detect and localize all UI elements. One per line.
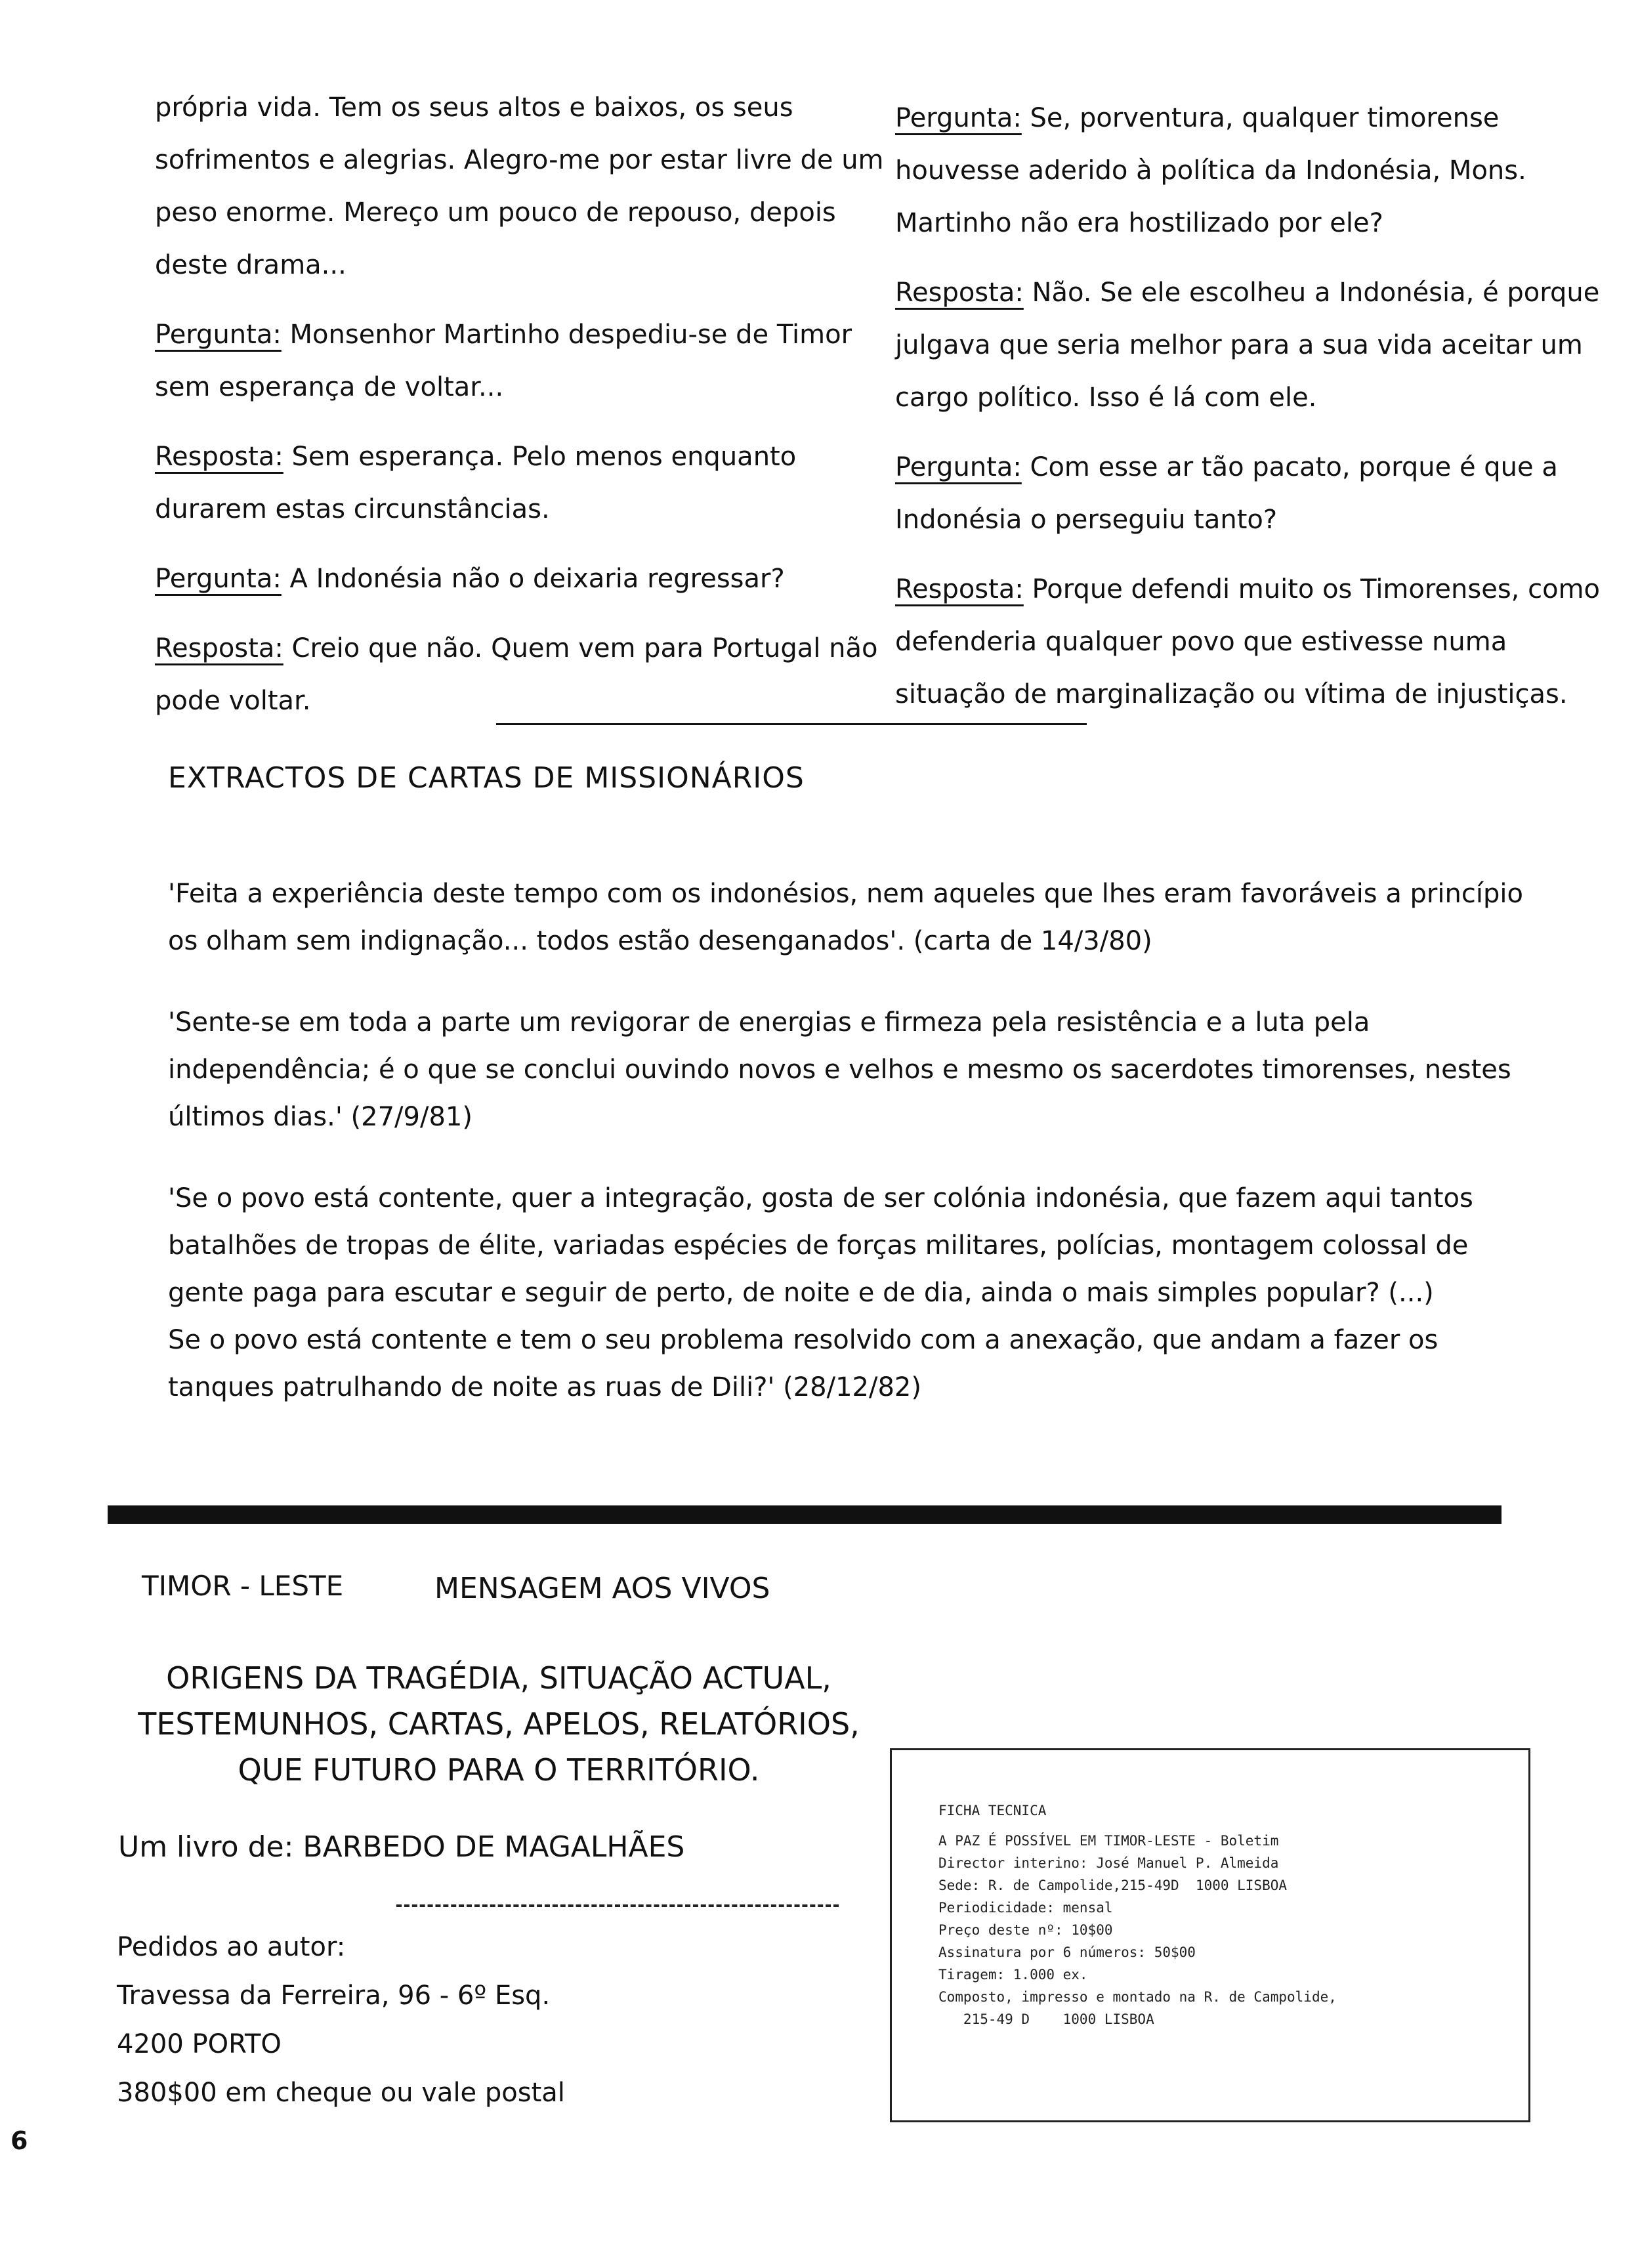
quote-paragraph: 'Feita a experiência deste tempo com os indonésios, nem aqueles que lhes eram favoráveis a princípio os olham sem indignação... todos estão desenganados'. (carta de 14/3/80): [168, 879, 1523, 956]
book-title-left: TIMOR - LESTE: [142, 1570, 344, 1602]
book-title-right: MENSAGEM AOS VIVOS: [434, 1572, 770, 1605]
orders-label: Pedidos ao autor:: [117, 1932, 346, 1962]
interview-label: Resposta:: [895, 278, 1024, 308]
interview-paragraph: [895, 266, 1610, 424]
ficha-title: FICHA TECNICA: [938, 1803, 1047, 1818]
ficha-line: Assinatura por 6 números: 50$00: [938, 1944, 1196, 1960]
interview-text: Creio que não. Quem vem para Portugal não pode voltar.: [155, 633, 878, 716]
interview-paragraph: [895, 92, 1610, 249]
interview-text: Não. Se ele escolheu a Indonésia, é porque julgava que seria melhor para a sua vida aceitar um cargo político. Isso é lá com ele.: [895, 278, 1600, 413]
interview-paragraph: [895, 441, 1610, 546]
orders-address-city: 4200 PORTO: [117, 2029, 282, 2059]
interview-paragraph: [895, 563, 1610, 721]
ficha-line: Preço deste nº: 10$00: [938, 1922, 1113, 1938]
author-prefix: Um livro de:: [118, 1830, 294, 1864]
interview-text: Monsenhor Martinho despediu-se de Timor sem esperança de voltar...: [155, 320, 852, 402]
interview-text: Se, porventura, qualquer timorense houvesse aderido à política da Indonésia, Mons. Martinho não era hostilizado por ele?: [895, 103, 1526, 238]
dashed-divider: [396, 1904, 839, 1907]
ficha-line: Sede: R. de Campolide,215-49D 1000 LISBOA: [938, 1878, 1288, 1893]
extracts-heading: EXTRACTOS DE CARTAS DE MISSIONÁRIOS: [168, 761, 805, 795]
ficha-line: A PAZ É POSSÍVEL EM TIMOR-LESTE - Boletim: [938, 1833, 1279, 1849]
interview-paragraph: [155, 430, 903, 536]
interview-text: A Indonésia não o deixaria regressar?: [281, 564, 785, 594]
interview-label: Pergunta:: [155, 320, 282, 350]
interview-label: Resposta:: [895, 574, 1024, 604]
interview-label: Pergunta:: [155, 564, 282, 594]
ficha-tecnica-text: [938, 1799, 1337, 2030]
book-subtitle-line: TESTEMUNHOS, CARTAS, APELOS, RELATÓRIOS,: [138, 1706, 860, 1742]
book-subtitle-line: ORIGENS DA TRAGÉDIA, SITUAÇÃO ACTUAL,: [166, 1660, 831, 1696]
orders-price: 380$00 em cheque ou vale postal: [117, 2078, 565, 2108]
page-number: 6: [10, 2126, 28, 2155]
interview-text: própria vida. Tem os seus altos e baixos, os seus sofrimentos e alegrias. Alegro-me por estar livre de um peso enorme. Mereço um pouco de repouso, depois deste drama...: [155, 93, 884, 280]
orders-address-street: Travessa da Ferreira, 96 - 6º Esq.: [117, 1981, 551, 2011]
ficha-line: Director interino: José Manuel P. Almeida: [938, 1855, 1279, 1871]
book-subtitle-line: QUE FUTURO PARA O TERRITÓRIO.: [238, 1752, 760, 1788]
ficha-line: Tiragem: 1.000 ex.: [938, 1967, 1088, 1983]
interview-paragraph: [155, 81, 903, 291]
ficha-line: Periodicidade: mensal: [938, 1900, 1113, 1916]
interview-paragraph: [155, 308, 903, 413]
book-author-line: [118, 1824, 684, 1870]
author-name: BARBEDO DE MAGALHÃES: [303, 1830, 685, 1864]
interview-right-column: [895, 92, 1610, 738]
interview-paragraph: [155, 622, 903, 727]
interview-paragraph: [155, 553, 903, 605]
orders-block: [117, 1923, 565, 2117]
section-divider: [496, 723, 1087, 725]
ficha-line: Composto, impresso e montado na R. de Campolide,: [938, 1989, 1337, 2005]
interview-label: Resposta:: [155, 442, 284, 472]
extracts-quotes: [168, 870, 1546, 1445]
interview-text: Porque defendi muito os Timorenses, como defenderia qualquer povo que estivesse numa situação de marginalização ou vítima de injustiças.: [895, 574, 1601, 709]
ficha-line: 215-49 D 1000 LISBOA: [938, 2011, 1154, 2027]
interview-text: Com esse ar tão pacato, porque é que a Indonésia o perseguiu tanto?: [895, 452, 1558, 535]
heavy-rule: [108, 1505, 1502, 1524]
interview-left-column: [155, 81, 903, 744]
quote-paragraph: 'Sente-se em toda a parte um revigorar de energias e firmeza pela resistência e a luta pela independência; é o que se conclui ouvindo novos e velhos e mesmo os sacerdotes timorenses, nestes últimos dias.' (27/9/81): [168, 1007, 1511, 1132]
interview-text: Sem esperança. Pelo menos enquanto durarem estas circunstâncias.: [155, 442, 797, 524]
interview-label: Resposta:: [155, 633, 284, 663]
interview-label: Pergunta:: [895, 103, 1022, 133]
quote-paragraph: 'Se o povo está contente, quer a integração, gosta de ser colónia indonésia, que fazem aqui tantos batalhões de tropas de élite, variadas espécies de forças militares, polícias, montagem colossal de gente paga para escutar e seguir de perto, de noite e de dia, ainda o mais simples popular? (...) Se o povo está contente e tem o seu problema resolvido com a anexação, que andam a fazer os tanques patrulhando de noite as ruas de Dili?' (28/12/82): [168, 1183, 1473, 1402]
book-subtitle: [118, 1655, 879, 1793]
interview-label: Pergunta:: [895, 452, 1022, 482]
